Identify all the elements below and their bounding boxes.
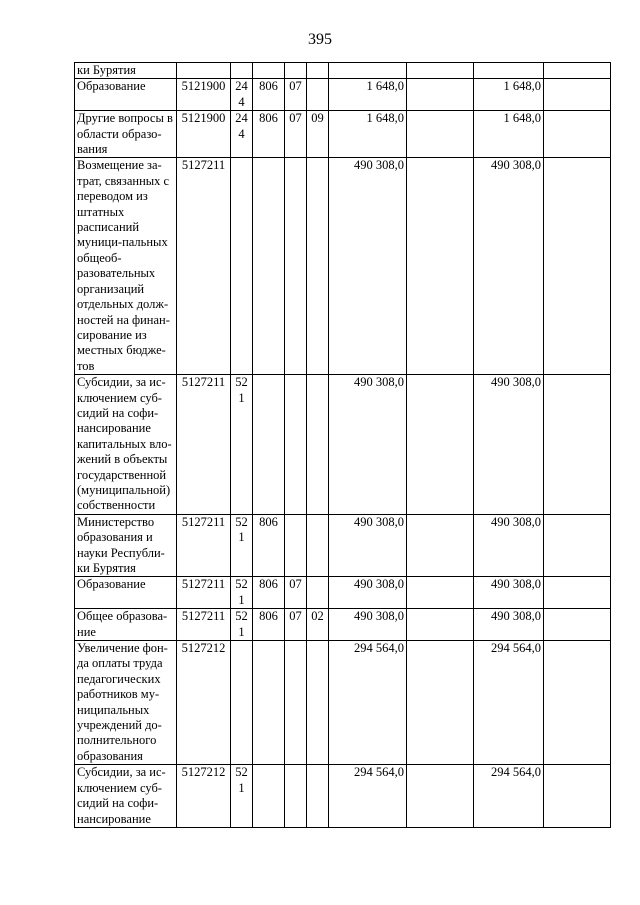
row-sum-1: 1 648,0 bbox=[329, 111, 407, 158]
row-pr: 02 bbox=[307, 609, 329, 641]
row-code: 5127211 bbox=[177, 158, 231, 375]
row-sum-2 bbox=[407, 158, 474, 375]
table-row bbox=[75, 158, 611, 375]
row-sum-3: 1 648,0 bbox=[474, 111, 544, 158]
row-sum-4 bbox=[544, 609, 611, 641]
row-rz bbox=[285, 63, 307, 79]
row-vr: 244 bbox=[231, 111, 253, 158]
row-rz: 07 bbox=[285, 111, 307, 158]
row-sum-1: 490 308,0 bbox=[329, 514, 407, 577]
row-sum-2 bbox=[407, 63, 474, 79]
row-name: Субсидии, за ис-ключением суб-сидий на софи-нансирование bbox=[75, 765, 177, 828]
row-sum-1: 490 308,0 bbox=[329, 609, 407, 641]
row-name: Другие вопросы в области образо-вания bbox=[75, 111, 177, 158]
row-rz bbox=[285, 765, 307, 828]
row-grbs: 806 bbox=[253, 577, 285, 609]
row-pr bbox=[307, 577, 329, 609]
row-sum-2 bbox=[407, 609, 474, 641]
row-rz: 07 bbox=[285, 609, 307, 641]
row-vr bbox=[231, 63, 253, 79]
table-body bbox=[75, 63, 611, 828]
row-sum-2 bbox=[407, 79, 474, 111]
row-grbs: 806 bbox=[253, 609, 285, 641]
row-pr: 09 bbox=[307, 111, 329, 158]
row-rz bbox=[285, 514, 307, 577]
row-sum-4 bbox=[544, 111, 611, 158]
row-sum-3: 294 564,0 bbox=[474, 765, 544, 828]
table-row bbox=[75, 63, 611, 79]
row-name: Министерство образования и науки Республи-ки Бурятия bbox=[75, 514, 177, 577]
row-sum-1: 490 308,0 bbox=[329, 375, 407, 515]
table-row bbox=[75, 111, 611, 158]
row-pr bbox=[307, 765, 329, 828]
table-row bbox=[75, 641, 611, 765]
row-sum-4 bbox=[544, 765, 611, 828]
row-sum-2 bbox=[407, 577, 474, 609]
row-grbs bbox=[253, 375, 285, 515]
row-sum-4 bbox=[544, 641, 611, 765]
row-rz bbox=[285, 375, 307, 515]
row-code: 5121900 bbox=[177, 111, 231, 158]
row-pr bbox=[307, 514, 329, 577]
row-pr bbox=[307, 641, 329, 765]
table-row bbox=[75, 577, 611, 609]
row-sum-2 bbox=[407, 111, 474, 158]
row-grbs bbox=[253, 765, 285, 828]
row-vr bbox=[231, 641, 253, 765]
row-sum-4 bbox=[544, 63, 611, 79]
row-sum-3: 490 308,0 bbox=[474, 609, 544, 641]
row-pr bbox=[307, 375, 329, 515]
row-grbs bbox=[253, 641, 285, 765]
row-rz bbox=[285, 158, 307, 375]
row-sum-3: 1 648,0 bbox=[474, 79, 544, 111]
row-code: 5127212 bbox=[177, 765, 231, 828]
row-code: 5127211 bbox=[177, 375, 231, 515]
row-name: Возмещение за-трат, связанных с переводом из штатных расписаний муници-пальных общеоб-разовательных организаций отдельных долж-ностей на финан-сирование из местных бюдже-тов bbox=[75, 158, 177, 375]
row-sum-3: 490 308,0 bbox=[474, 158, 544, 375]
table-row bbox=[75, 765, 611, 828]
row-rz: 07 bbox=[285, 577, 307, 609]
row-sum-4 bbox=[544, 514, 611, 577]
row-sum-1: 490 308,0 bbox=[329, 577, 407, 609]
row-vr: 244 bbox=[231, 79, 253, 111]
row-sum-4 bbox=[544, 158, 611, 375]
row-name: Увеличение фон-да оплаты труда педагогических работников му-ниципальных учреждений до-полнительного образования bbox=[75, 641, 177, 765]
row-sum-1: 490 308,0 bbox=[329, 158, 407, 375]
row-pr bbox=[307, 79, 329, 111]
row-rz: 07 bbox=[285, 79, 307, 111]
row-sum-2 bbox=[407, 375, 474, 515]
row-vr: 521 bbox=[231, 514, 253, 577]
table-row bbox=[75, 79, 611, 111]
row-vr bbox=[231, 158, 253, 375]
row-sum-3: 294 564,0 bbox=[474, 641, 544, 765]
row-sum-1 bbox=[329, 63, 407, 79]
row-name: Субсидии, за ис-ключением суб-сидий на софи-нансирование капитальных вло-жений в объекты государственной (муниципальной) собственности bbox=[75, 375, 177, 515]
row-pr bbox=[307, 63, 329, 79]
row-sum-2 bbox=[407, 765, 474, 828]
row-code: 5127212 bbox=[177, 641, 231, 765]
row-sum-4 bbox=[544, 79, 611, 111]
table-row bbox=[75, 375, 611, 515]
row-sum-4 bbox=[544, 577, 611, 609]
row-sum-1: 1 648,0 bbox=[329, 79, 407, 111]
row-vr: 521 bbox=[231, 609, 253, 641]
row-sum-4 bbox=[544, 375, 611, 515]
row-sum-2 bbox=[407, 514, 474, 577]
budget-table bbox=[74, 62, 611, 828]
row-name: ки Бурятия bbox=[75, 63, 177, 79]
row-vr: 521 bbox=[231, 375, 253, 515]
row-sum-3: 490 308,0 bbox=[474, 577, 544, 609]
row-name: Образование bbox=[75, 577, 177, 609]
row-sum-1: 294 564,0 bbox=[329, 765, 407, 828]
table-row bbox=[75, 609, 611, 641]
row-code: 5127211 bbox=[177, 609, 231, 641]
row-sum-3: 490 308,0 bbox=[474, 375, 544, 515]
row-grbs: 806 bbox=[253, 79, 285, 111]
row-grbs bbox=[253, 158, 285, 375]
row-code: 5127211 bbox=[177, 577, 231, 609]
row-code: 5121900 bbox=[177, 79, 231, 111]
row-grbs: 806 bbox=[253, 111, 285, 158]
row-sum-3: 490 308,0 bbox=[474, 514, 544, 577]
row-code bbox=[177, 63, 231, 79]
row-name: Образование bbox=[75, 79, 177, 111]
row-vr: 521 bbox=[231, 765, 253, 828]
row-grbs bbox=[253, 63, 285, 79]
row-pr bbox=[307, 158, 329, 375]
row-sum-1: 294 564,0 bbox=[329, 641, 407, 765]
row-vr: 521 bbox=[231, 577, 253, 609]
table-row bbox=[75, 514, 611, 577]
row-code: 5127211 bbox=[177, 514, 231, 577]
row-grbs: 806 bbox=[253, 514, 285, 577]
row-sum-2 bbox=[407, 641, 474, 765]
row-name: Общее образова-ние bbox=[75, 609, 177, 641]
row-sum-3 bbox=[474, 63, 544, 79]
row-rz bbox=[285, 641, 307, 765]
page-number: 395 bbox=[308, 31, 332, 48]
